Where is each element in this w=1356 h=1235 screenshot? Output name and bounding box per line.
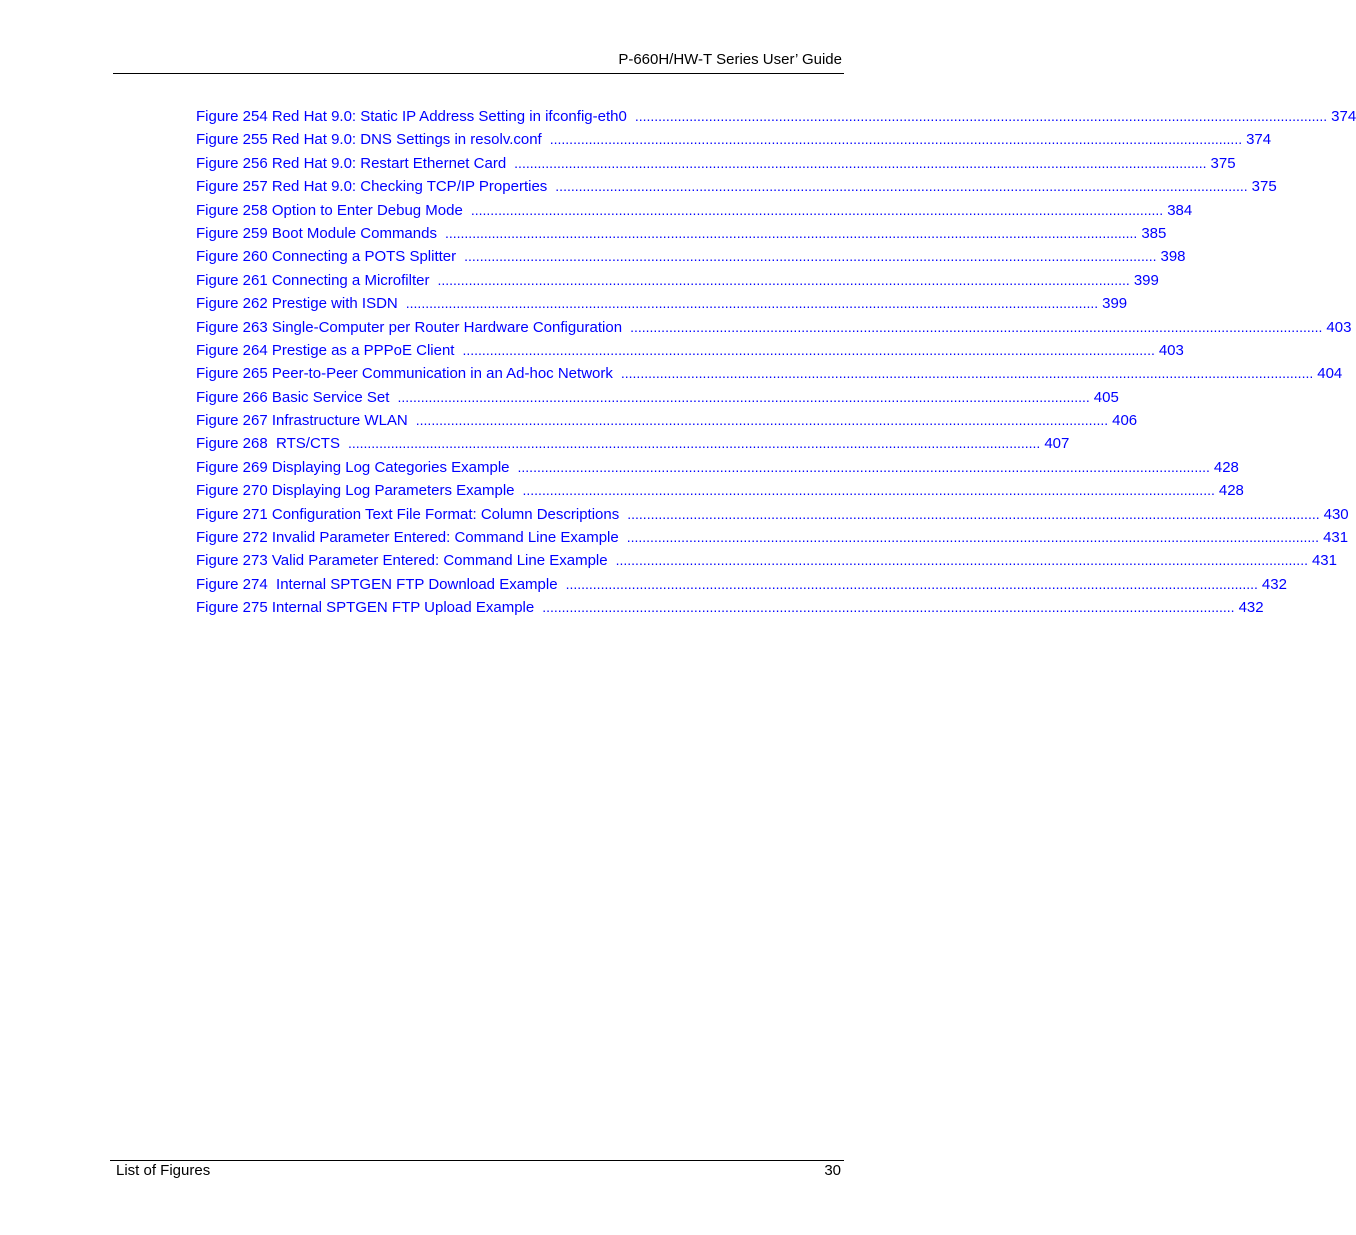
toc-entry-label: Figure 271 Configuration Text File Format: Column Descriptions	[196, 505, 620, 523]
toc-entry[interactable]	[196, 573, 1287, 596]
toc-page-number: 405	[1093, 388, 1119, 406]
toc-entry[interactable]	[196, 526, 1349, 549]
dot-leader: ..................................................................................................................................................................................	[555, 178, 1248, 195]
toc-page-number: 375	[1251, 178, 1277, 196]
toc-page-number: 432	[1261, 575, 1287, 593]
footer-section-name: List of Figures	[116, 1162, 211, 1179]
toc-page-number: 399	[1133, 271, 1159, 289]
toc-page-number: 407	[1044, 435, 1070, 453]
dot-leader: ..................................................................................................................................................................................	[542, 599, 1235, 616]
toc-entry[interactable]	[196, 386, 1119, 409]
toc-page-number: 374	[1331, 108, 1356, 125]
toc-entry[interactable]	[196, 596, 1264, 619]
toc-entry[interactable]	[196, 479, 1244, 502]
toc-entry[interactable]	[196, 152, 1236, 175]
dot-leader: ..................................................................................................................................................................................	[462, 341, 1155, 358]
toc-page-number: 398	[1160, 248, 1186, 266]
toc-page-number: 374	[1246, 131, 1272, 149]
dot-leader: ..................................................................................................................................................................................	[615, 552, 1308, 569]
toc-entry[interactable]	[196, 292, 1128, 315]
toc-entry-label: Figure 260 Connecting a POTS Splitter	[196, 248, 457, 266]
toc-entry-label: Figure 254 Red Hat 9.0: Static IP Address Setting in ifconfig-eth0	[196, 108, 627, 125]
toc-entry[interactable]	[196, 316, 1352, 339]
toc-entry[interactable]	[196, 269, 1159, 292]
dot-leader: ..................................................................................................................................................................................	[470, 201, 1164, 218]
toc-page-number: 430	[1323, 505, 1349, 523]
dot-leader: ..................................................................................................................................................................................	[522, 482, 1215, 499]
dot-leader: ..................................................................................................................................................................................	[627, 505, 1320, 522]
toc-page-number: 403	[1326, 318, 1352, 336]
toc-entry[interactable]	[196, 128, 1272, 151]
toc-entry-label: Figure 269 Displaying Log Categories Example	[196, 458, 510, 476]
dot-leader: ..................................................................................................................................................................................	[565, 575, 1258, 592]
toc-entry-label: Figure 273 Valid Parameter Entered: Command Line Example	[196, 552, 608, 570]
dot-leader: ..................................................................................................................................................................................	[514, 154, 1207, 171]
toc-entry-label: Figure 264 Prestige as a PPPoE Client	[196, 341, 455, 359]
toc-page-number: 385	[1141, 224, 1167, 242]
toc-entry[interactable]	[196, 409, 1138, 432]
toc-entry[interactable]	[196, 175, 1277, 198]
toc-page-number: 428	[1218, 482, 1244, 500]
toc-entry[interactable]	[196, 339, 1184, 362]
toc-entry[interactable]	[196, 245, 1186, 268]
toc-entry[interactable]	[196, 432, 1070, 455]
toc-entry[interactable]	[196, 105, 1356, 128]
toc-page-number: 375	[1210, 154, 1236, 172]
toc-page-number: 428	[1213, 458, 1239, 476]
toc-page-number: 431	[1311, 552, 1337, 570]
toc-entry-label: Figure 258 Option to Enter Debug Mode	[196, 201, 463, 219]
toc-page-number: 404	[1317, 365, 1343, 383]
toc-entry[interactable]	[196, 362, 1343, 385]
toc-entry[interactable]	[196, 199, 1193, 222]
dot-leader: ..................................................................................................................................................................................	[415, 412, 1109, 429]
toc-page-number: 399	[1102, 295, 1128, 313]
header-divider	[113, 73, 844, 74]
toc-entry-label: Figure 262 Prestige with ISDN	[196, 295, 398, 313]
dot-leader: ..................................................................................................................................................................................	[626, 529, 1320, 546]
toc-entry-label: Figure 270 Displaying Log Parameters Example	[196, 482, 515, 500]
toc-entry-label: Figure 261 Connecting a Microfilter	[196, 271, 430, 289]
list-of-figures	[196, 105, 1356, 620]
dot-leader: ..................................................................................................................................................................................	[549, 131, 1243, 148]
toc-page-number: 403	[1158, 341, 1184, 359]
dot-leader: ..................................................................................................................................................................................	[444, 224, 1138, 241]
toc-page-number: 384	[1167, 201, 1193, 219]
dot-leader: ..................................................................................................................................................................................	[437, 271, 1130, 288]
dot-leader: ..................................................................................................................................................................................	[630, 318, 1323, 335]
toc-entry[interactable]	[196, 456, 1239, 479]
toc-page-number: 406	[1112, 412, 1138, 430]
dot-leader: ..................................................................................................................................................................................	[405, 295, 1099, 312]
toc-entry-label: Figure 266 Basic Service Set	[196, 388, 390, 406]
toc-page-number: 432	[1238, 599, 1264, 617]
dot-leader: ..................................................................................................................................................................................	[347, 435, 1041, 452]
toc-entry-label: Figure 256 Red Hat 9.0: Restart Ethernet Card	[196, 154, 507, 172]
toc-entry[interactable]	[196, 549, 1337, 572]
dot-leader: ..................................................................................................................................................................................	[464, 248, 1157, 265]
dot-leader: ..................................................................................................................................................................................	[634, 108, 1328, 124]
dot-leader: ..................................................................................................................................................................................	[620, 365, 1314, 382]
toc-entry-label: Figure 255 Red Hat 9.0: DNS Settings in resolv.conf	[196, 131, 542, 149]
toc-entry[interactable]	[196, 503, 1349, 526]
toc-entry-label: Figure 268 RTS/CTS	[196, 435, 340, 453]
dot-leader: ..................................................................................................................................................................................	[517, 458, 1210, 475]
toc-entry-label: Figure 257 Red Hat 9.0: Checking TCP/IP Properties	[196, 178, 548, 196]
toc-entry-label: Figure 274 Internal SPTGEN FTP Download Example	[196, 575, 558, 593]
footer-page-number: 30	[824, 1162, 841, 1179]
toc-entry-label: Figure 259 Boot Module Commands	[196, 224, 437, 242]
toc-entry-label: Figure 263 Single-Computer per Router Hardware Configuration	[196, 318, 623, 336]
toc-entry-label: Figure 272 Invalid Parameter Entered: Command Line Example	[196, 529, 619, 547]
document-title: P-660H/HW-T Series User’ Guide	[618, 51, 842, 68]
toc-page-number: 431	[1323, 529, 1349, 547]
dot-leader: ..................................................................................................................................................................................	[397, 388, 1090, 405]
toc-entry-label: Figure 275 Internal SPTGEN FTP Upload Example	[196, 599, 535, 617]
footer-divider	[110, 1160, 844, 1161]
toc-entry-label: Figure 265 Peer-to-Peer Communication in an Ad-hoc Network	[196, 365, 613, 383]
toc-entry-label: Figure 267 Infrastructure WLAN	[196, 412, 408, 430]
toc-entry[interactable]	[196, 222, 1167, 245]
